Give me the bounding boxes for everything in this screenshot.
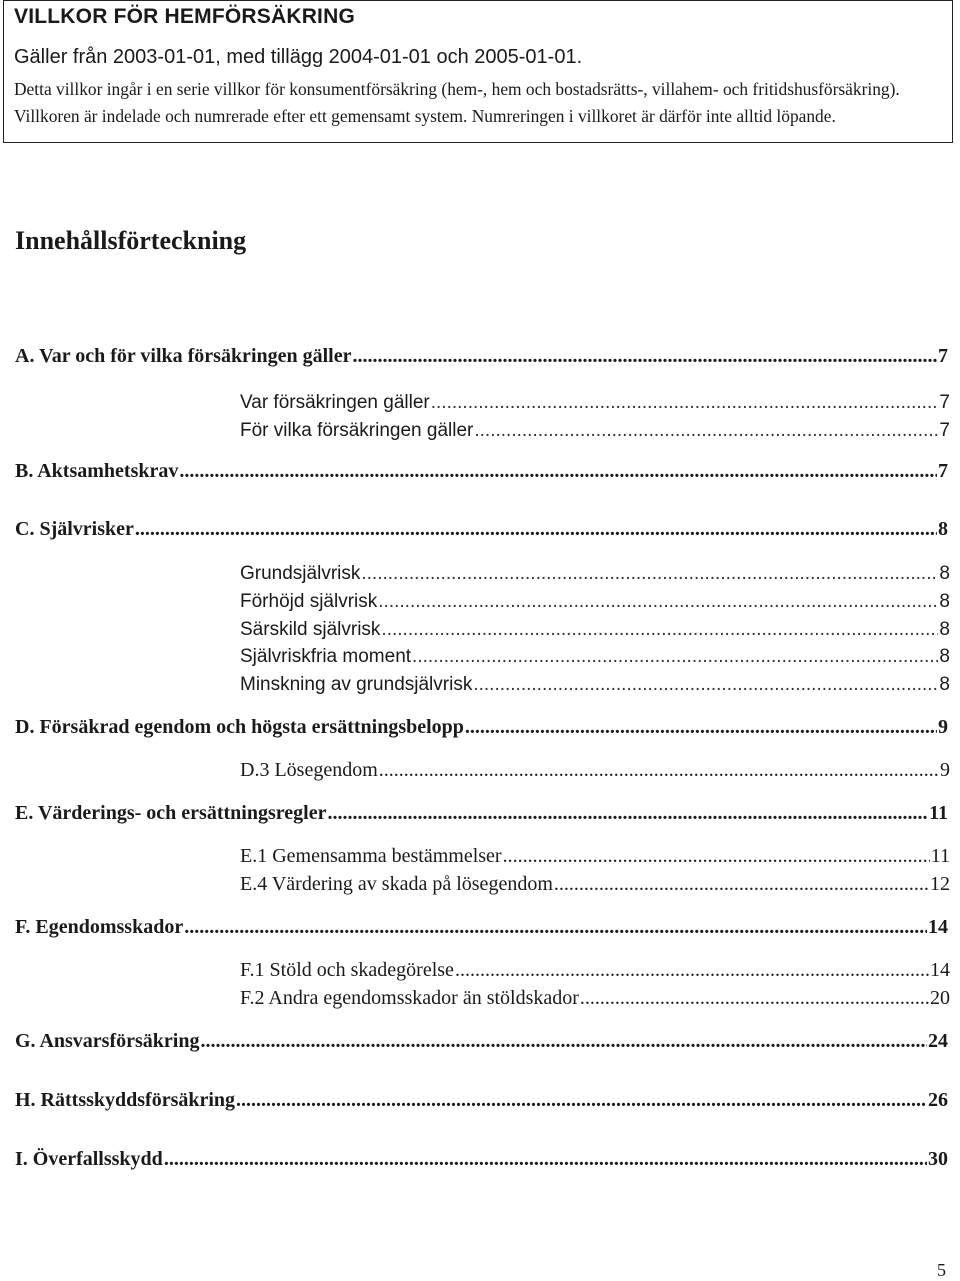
dot-leader (379, 759, 939, 782)
document-title: VILLKOR FÖR HEMFÖRSÄKRING (14, 5, 355, 28)
toc-entry-page: 30 (928, 1148, 948, 1170)
dot-leader (465, 716, 937, 739)
toc-entry-h[interactable] (15, 1089, 948, 1115)
toc-entry-page: 8 (939, 591, 950, 612)
dot-leader (381, 619, 938, 641)
toc-entry-f1[interactable] (240, 959, 950, 985)
toc-entry-label: F.1 Stöld och skadegörelse (240, 959, 454, 981)
toc-entry-page: 7 (938, 460, 948, 482)
toc-entry-e1[interactable] (240, 845, 950, 871)
toc-entry-label: B. Aktsamhetskrav (15, 460, 179, 482)
toc-entry-page: 11 (929, 802, 948, 824)
toc-entry-label: Förhöjd självrisk (240, 591, 378, 612)
toc-entry-label: F. Egendomsskador (15, 916, 184, 938)
toc-entry-page: 8 (938, 518, 948, 540)
dot-leader (179, 460, 937, 483)
toc-entry-e4[interactable] (240, 873, 950, 899)
toc-entry-f[interactable] (15, 916, 948, 942)
toc-entry-a-var[interactable] (240, 392, 950, 418)
toc-entry-label: Särskild självrisk (240, 619, 381, 640)
toc-entry-label: E.4 Värdering av skada på lösegendom (240, 873, 553, 895)
toc-entry-e[interactable] (15, 802, 948, 828)
toc-heading: Innehållsförteckning (15, 226, 247, 255)
toc-entry-label: Grundsjälvrisk (240, 563, 361, 584)
toc-entry-c[interactable] (15, 518, 948, 544)
toc-entry-page: 14 (930, 959, 950, 981)
toc-entry-g[interactable] (15, 1030, 948, 1056)
toc-entry-c-minskning[interactable] (240, 674, 950, 700)
toc-entry-a[interactable] (15, 345, 948, 371)
toc-entry-label: D.3 Lösegendom (240, 759, 378, 781)
validity-line: Gäller från 2003-01-01, med tillägg 2004-01-01 och 2005-01-01. (14, 46, 583, 68)
toc-entry-page: 12 (930, 873, 950, 895)
dot-leader (184, 916, 927, 939)
toc-entry-page: 8 (939, 619, 950, 640)
toc-entry-label: D. Försäkrad egendom och högsta ersättningsbelopp (15, 716, 464, 738)
toc-entry-label: E. Värderings- och ersättningsregler (15, 802, 327, 824)
toc-entry-label: C. Självrisker (15, 518, 134, 540)
toc-entry-label: E.1 Gemensamma bestämmelser (240, 845, 502, 867)
dot-leader (455, 959, 929, 982)
toc-entry-c-grund[interactable] (240, 563, 950, 589)
toc-entry-label: I. Överfallsskydd (15, 1148, 163, 1170)
dot-leader (412, 646, 938, 668)
header-description: Detta villkor ingår i en serie villkor för konsumentförsäkring (hem-, hem och bostadsrätts-, villahem- och fritidshusförsäkring). Villkoren är indelade och numrerade efter ett gemensamt system. Numreringen i villkoret är därför inte alltid löpande. (14, 79, 900, 126)
page-number: 5 (937, 1260, 946, 1280)
toc-entry-a-for-vilka[interactable] (240, 420, 950, 446)
toc-entry-d[interactable] (15, 716, 948, 742)
toc-entry-label: G. Ansvarsförsäkring (15, 1030, 200, 1052)
toc-entry-label: Minskning av grundsjälvrisk (240, 674, 473, 695)
dot-leader (327, 802, 928, 825)
toc-entry-label: H. Rättsskyddsförsäkring (15, 1089, 236, 1111)
toc-entry-f2[interactable] (240, 987, 950, 1013)
toc-entry-d3[interactable] (240, 759, 950, 785)
toc-entry-page: 7 (938, 345, 948, 367)
dot-leader (473, 674, 938, 696)
toc-entry-i[interactable] (15, 1148, 948, 1174)
toc-entry-page: 26 (928, 1089, 948, 1111)
dot-leader (580, 987, 929, 1010)
toc-entry-c-sarskild[interactable] (240, 619, 950, 645)
dot-leader (474, 420, 938, 442)
toc-entry-label: F.2 Andra egendomsskador än stöldskador (240, 987, 579, 1009)
dot-leader (361, 563, 938, 585)
dot-leader (554, 873, 929, 896)
dot-leader (352, 345, 937, 368)
toc-entry-label: Var försäkringen gäller (240, 392, 430, 413)
toc-entry-page: 9 (940, 759, 950, 781)
toc-entry-page: 7 (939, 420, 950, 441)
toc-entry-page: 9 (938, 716, 948, 738)
toc-entry-page: 7 (939, 392, 950, 413)
toc-entry-page: 24 (928, 1030, 948, 1052)
toc-entry-label: För vilka försäkringen gäller (240, 420, 474, 441)
toc-entry-page: 8 (939, 563, 950, 584)
dot-leader (503, 845, 930, 868)
dot-leader (200, 1030, 927, 1053)
dot-leader (431, 392, 939, 414)
toc-entry-page: 20 (930, 987, 950, 1009)
toc-entry-label: A. Var och för vilka försäkringen gäller (15, 345, 352, 367)
dot-leader (236, 1089, 927, 1112)
dot-leader (378, 591, 938, 613)
toc-entry-c-fria[interactable] (240, 646, 950, 672)
toc-entry-c-forhojd[interactable] (240, 591, 950, 617)
toc-entry-page: 8 (939, 674, 950, 695)
toc-entry-b[interactable] (15, 460, 948, 486)
dot-leader (164, 1148, 927, 1171)
dot-leader (135, 518, 937, 541)
toc-entry-page: 8 (939, 646, 950, 667)
toc-entry-page: 11 (930, 845, 950, 867)
toc-entry-page: 14 (928, 916, 948, 938)
toc-entry-label: Självriskfria moment (240, 646, 412, 667)
